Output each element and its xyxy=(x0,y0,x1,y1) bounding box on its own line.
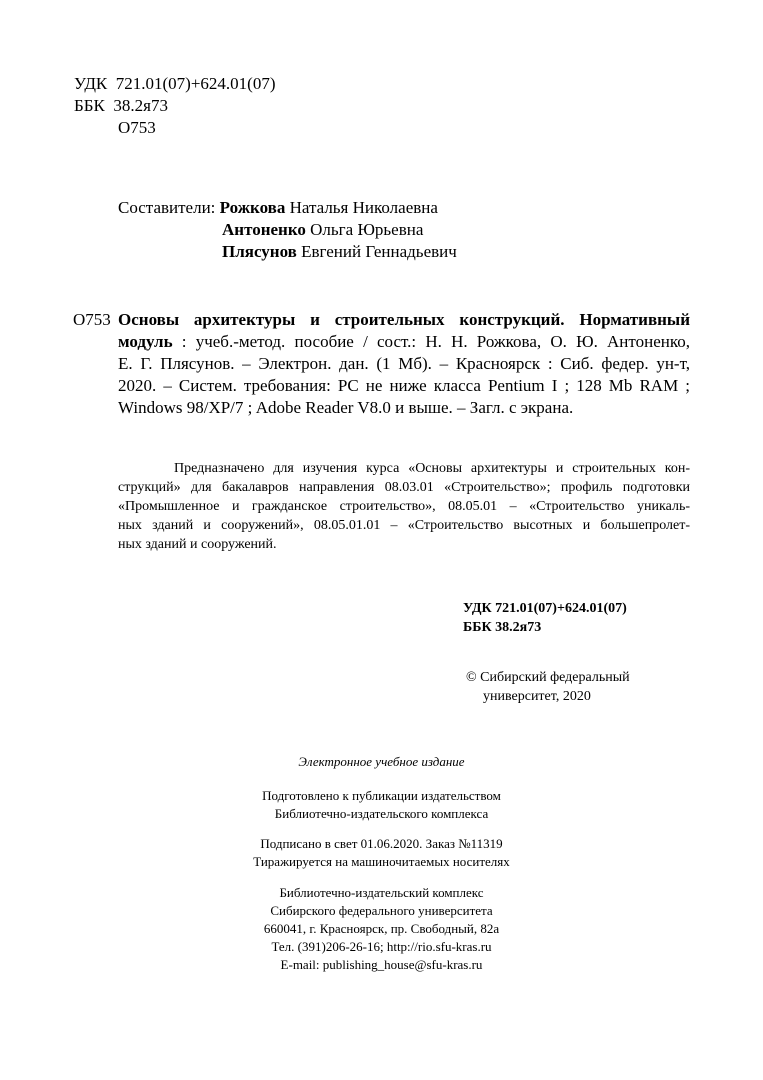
udk-label: УДК xyxy=(74,74,108,93)
annotation-line-3: «Промышленное и гражданское строительство», 08.05.01 – «Строительство уникаль- xyxy=(118,499,690,514)
author-mark-top: О753 xyxy=(118,118,156,137)
biblio-title-end: модуль xyxy=(118,332,173,351)
prepared-line-1: Подготовлено к публикации издательством xyxy=(262,788,501,803)
annotation-line-4: ных зданий и сооружений», 08.05.01.01 – «Строительство высотных и большепролет- xyxy=(118,518,690,533)
biblio-title-line xyxy=(118,309,690,331)
copyright-line-1: © Сибирский федеральный xyxy=(466,670,630,685)
bbk-value: 38.2я73 xyxy=(113,96,168,115)
compiler-surname: Рожкова xyxy=(219,198,286,217)
phone-line: Тел. (391)206-26-16; http://rio.sfu-kras.ru xyxy=(271,939,492,954)
udk-line-top xyxy=(74,73,276,95)
annotation-line-2: струкций» для бакалавров направления 08.03.01 «Строительство»; профиль подготовки xyxy=(118,480,690,495)
bbk-line-top xyxy=(74,95,168,117)
copies-line: Тиражируется на машиночитаемых носителях xyxy=(253,854,510,869)
compiler-given: Ольга Юрьевна xyxy=(310,220,424,239)
email-line: E-mail: publishing_house@sfu-kras.ru xyxy=(280,957,483,972)
bbk-line-bottom: ББК 38.2я73 xyxy=(463,620,542,635)
udk-line-bottom: УДК 721.01(07)+624.01(07) xyxy=(463,601,627,616)
biblio-line-3: Е. Г. Плясунов. – Электрон. дан. (1 Мб). – Красноярск : Сиб. федер. ун-т, xyxy=(118,354,690,373)
address-line: 660041, г. Красноярск, пр. Свободный, 82а xyxy=(263,921,500,936)
biblio-title: Основы архитектуры и строительных конструкций. Нормативный xyxy=(118,310,690,329)
biblio-line-2-text: : учеб.-метод. пособие / сост.: Н. Н. Рожкова, О. Ю. Антоненко, xyxy=(172,332,690,351)
compilers-line-1 xyxy=(118,197,438,219)
compiler-given: Евгений Геннадьевич xyxy=(301,242,457,261)
annotation-line-1: Предназначено для изучения курса «Основы архитектуры и строительных кон- xyxy=(174,461,690,476)
compiler-surname: Антоненко xyxy=(222,220,306,239)
compiler-given: Наталья Николаевна xyxy=(289,198,438,217)
edition-type: Электронное учебное издание xyxy=(298,754,465,769)
biblio-line-2 xyxy=(118,331,690,353)
compilers-line-3 xyxy=(222,241,457,263)
compiler-surname: Плясунов xyxy=(222,242,297,261)
compilers-label: Составители: xyxy=(118,198,216,217)
bbk-label: ББК xyxy=(74,96,105,115)
copyright-line-2: университет, 2020 xyxy=(483,689,591,704)
compilers-line-2 xyxy=(222,219,423,241)
annotation-line-5: ных зданий и сооружений. xyxy=(118,537,277,552)
publisher-line-1: Библиотечно-издательский комплекс xyxy=(279,885,484,900)
publisher-line-2: Сибирского федерального университета xyxy=(270,903,493,918)
biblio-author-mark: О753 xyxy=(73,310,111,329)
signed-line: Подписано в свет 01.06.2020. Заказ №11319 xyxy=(260,836,503,851)
biblio-line-5: Windows 98/XP/7 ; Adobe Reader V8.0 и выше. – Загл. с экрана. xyxy=(118,398,574,417)
biblio-line-4: 2020. – Систем. требования: PC не ниже класса Pentium I ; 128 Mb RAM ; xyxy=(118,376,690,395)
udk-value: 721.01(07)+624.01(07) xyxy=(115,74,276,93)
prepared-line-2: Библиотечно-издательского комплекса xyxy=(274,806,489,821)
